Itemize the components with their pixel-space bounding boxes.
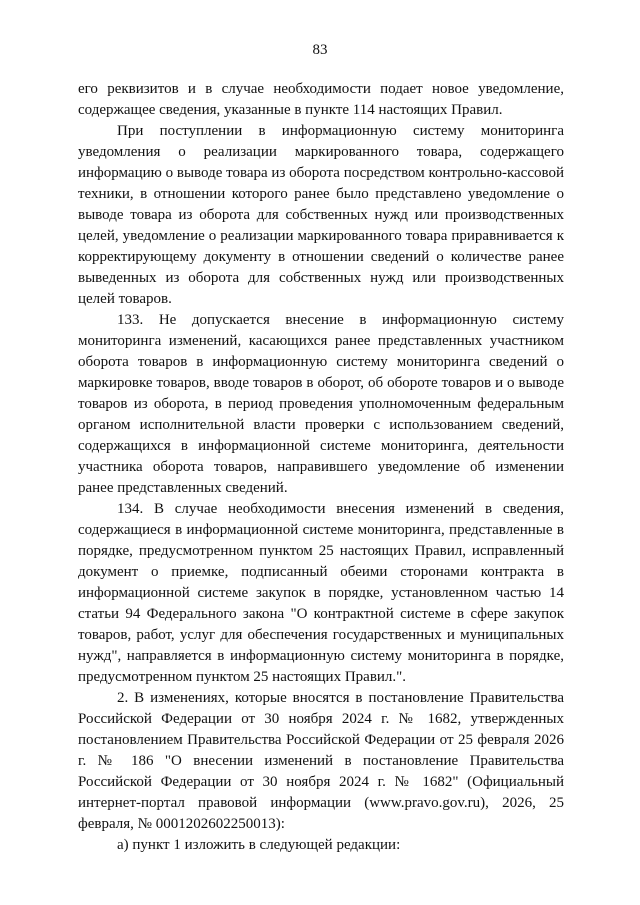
paragraph-item-133: 133. Не допускается внесение в информационную систему мониторинга изменений, касающихся ранее представленных участником оборота товаров в информационную систему мониторинга сведений о маркировке товаров, вводе товаров в оборот, об обороте товаров и о выводе товаров из оборота, в период проведения уполномоченным федеральным органом исполнительной власти проверки с использованием сведений, содержащихся в информационной системе мониторинга, деятельности участника оборота товаров, направившего уведомление об изменении ранее представленных сведений. [78, 312, 564, 496]
paragraph-continuation: его реквизитов и в случае необходимости подает новое уведомление, содержащее сведения, указанные в пункте 114 настоящих Правил. [78, 81, 564, 118]
paragraph-item-2: 2. В изменениях, которые вносятся в постановление Правительства Российской Федерации от 30 ноября 2024 г. № 1682, утвержденных постановлением Правительства Российской Федерации от 25 февраля 2026 г. № 186 "О внесении изменений в постановление Правительства Российской Федерации от 30 ноября 2024 г. № 1682" (Официальный интернет-портал правовой информации (www.pravo.gov.ru), 2026, 25 февраля, № 0001202602250013): [78, 690, 564, 832]
paragraph: При поступлении в информационную систему мониторинга уведомления о реализации маркированного товара, содержащего информацию о выводе товара из оборота посредством контрольно-кассовой техники, в отношении которого ранее было представлено уведомление о выводе товара из оборота для собственных нужд или производственных целей, уведомление о реализации маркированного товара приравнивается к корректирующему документу в отношении сведений о количестве ранее выведенных из оборота для собственных нужд или производственных целей товаров. [78, 123, 564, 307]
document-body [78, 79, 564, 856]
page-number: 83 [312, 42, 328, 58]
paragraph-item-134: 134. В случае необходимости внесения изменений в сведения, содержащиеся в информационной системе мониторинга, представленные в порядке, предусмотренном пунктом 25 настоящих Правил, исправленный документ о приемке, подписанный обеими сторонами контракта в информационной системе закупок в порядке, установленном частью 14 статьи 94 Федерального закона "О контрактной системе в сфере закупок товаров, работ, услуг для обеспечения государственных и муниципальных нужд", направляется в информационную систему мониторинга в порядке, предусмотренном пунктом 25 настоящих Правил.". [78, 501, 564, 685]
paragraph-subitem-a: а) пункт 1 изложить в следующей редакции: [117, 837, 401, 853]
